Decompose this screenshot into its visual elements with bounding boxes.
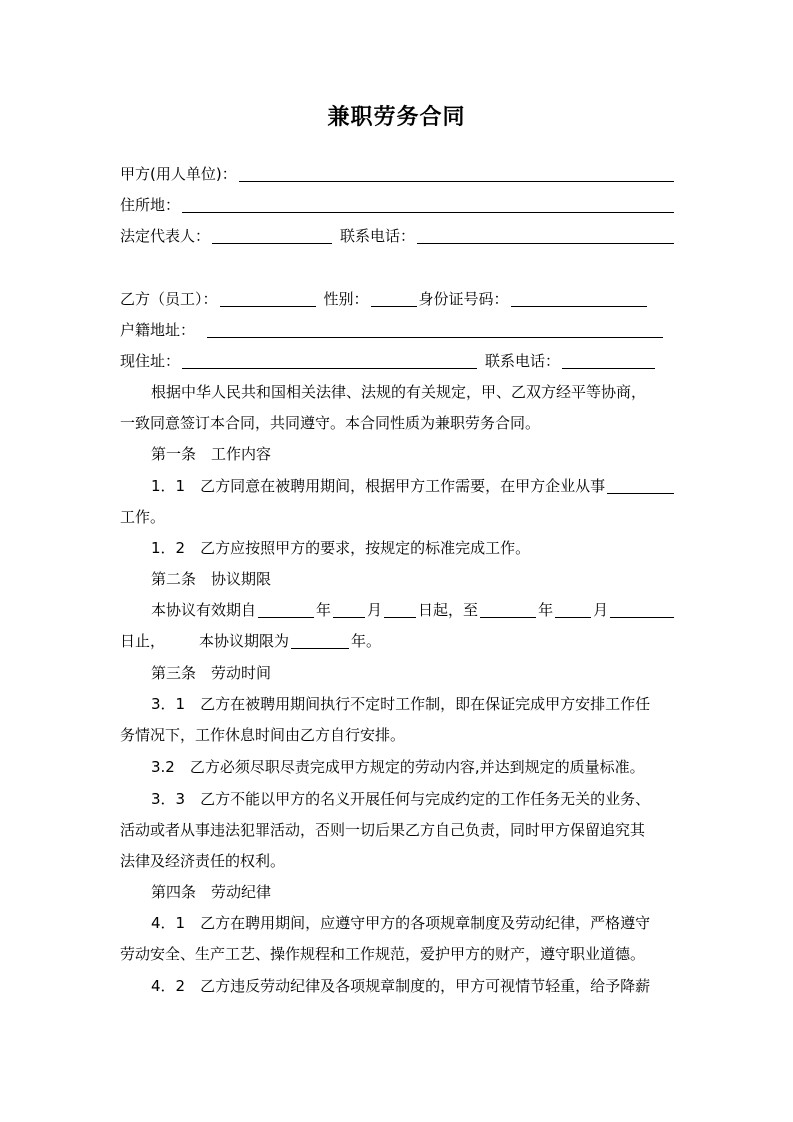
party-b-phone-label: 联系电话： [485, 352, 561, 370]
gender-blank[interactable] [371, 291, 417, 307]
party-a-phone-label: 联系电话： [340, 227, 416, 245]
party-a-phone-blank[interactable] [417, 228, 674, 244]
term-end-label: 日止， [120, 632, 166, 650]
address-label: 住所地： [120, 196, 181, 214]
start-month-blank[interactable] [333, 602, 365, 618]
address-blank[interactable] [182, 197, 674, 213]
start-day-label: 日起，至 [418, 601, 479, 619]
employee-blank[interactable] [220, 291, 316, 307]
start-day-blank[interactable] [384, 602, 416, 618]
term-length-label: 本协议期限为 [199, 632, 290, 650]
party-b-phone-blank[interactable] [562, 353, 655, 369]
job-blank[interactable] [607, 478, 674, 494]
clause-4-2-line-1: 4．2 乙方违反劳动纪律及各项规章制度的，甲方可视情节轻重，给予降薪 [151, 977, 651, 995]
clause-1-1-text: 1．1 乙方同意在被聘用期间，根据甲方工作需要，在甲方企业从事 [151, 477, 606, 495]
clause-3-1-line-1: 3．1 乙方在被聘用期间执行不定时工作制，即在保证完成甲方安排工作任 [151, 695, 651, 713]
clause-1-1-line [120, 471, 676, 502]
clause-4-1-line-1: 4．1 乙方在聘用期间，应遵守甲方的各项规章制度及劳动纪律，严格遵守 [151, 914, 651, 932]
employer-line [120, 159, 676, 190]
document-title: 兼职劳务合同 [327, 104, 466, 130]
start-year-blank[interactable] [258, 602, 314, 618]
preamble-line-2: 一致同意签订本合同，共同遵守。本合同性质为兼职劳务合同。 [120, 414, 541, 432]
article-4-heading: 第四条 劳动纪律 [151, 883, 272, 901]
employer-blank[interactable] [239, 166, 674, 182]
id-label: 身份证号码： [418, 290, 509, 308]
end-month-label: 月 [593, 601, 609, 619]
term-start-label: 本协议有效期自 [151, 601, 257, 619]
end-month-blank[interactable] [555, 602, 591, 618]
current-address-label: 现住址： [120, 352, 181, 370]
legal-rep-blank[interactable] [212, 228, 332, 244]
clause-3-2: 3.2 乙方必须尽职尽责完成甲方规定的劳动内容,并达到规定的质量标准。 [151, 758, 645, 776]
preamble-line-1: 根据中华人民共和国相关法律、法规的有关规定，甲、乙双方经平等协商， [151, 383, 647, 401]
end-year-blank[interactable] [480, 602, 536, 618]
id-blank[interactable] [511, 291, 647, 307]
legal-rep-label: 法定代表人： [120, 227, 211, 245]
clause-4-1-line-2: 劳动安全、生产工艺、操作规程和工作规范，爱护甲方的财产，遵守职业道德。 [120, 945, 646, 963]
household-blank[interactable] [207, 322, 663, 338]
clause-3-3-line-2: 活动或者从事违法犯罪活动，否则一切后果乙方自己负责，同时甲方保留追究其 [120, 821, 646, 839]
clause-1-2: 1．2 乙方应按照甲方的要求，按规定的标准完成工作。 [151, 539, 531, 557]
article-2-heading: 第二条 协议期限 [151, 570, 272, 588]
household-line [120, 315, 676, 346]
clause-3-3-line-1: 3．3 乙方不能以甲方的名义开展任何与完成约定的工作任务无关的业务、 [151, 790, 651, 808]
current-address-line [120, 346, 676, 377]
legal-rep-line [120, 221, 676, 252]
gender-label: 性别： [323, 290, 369, 308]
term-length-suffix: 年。 [351, 632, 382, 650]
clause-3-3-line-3: 法律及经济责任的权利。 [120, 852, 286, 870]
address-line [120, 190, 676, 221]
article-3-heading: 第三条 劳动时间 [151, 664, 272, 682]
household-label: 户籍地址： [120, 321, 196, 339]
term-line-1 [120, 595, 676, 626]
article-1-heading: 第一条 工作内容 [151, 445, 272, 463]
employee-label: 乙方（员工）： [120, 290, 218, 308]
clause-1-1-end: 工作。 [120, 508, 166, 526]
end-year-label: 年 [538, 601, 554, 619]
start-month-label: 月 [367, 601, 383, 619]
term-length-blank[interactable] [291, 633, 349, 649]
employee-line [120, 284, 676, 315]
term-line-2 [120, 626, 676, 657]
start-year-label: 年 [316, 601, 332, 619]
current-address-blank[interactable] [182, 353, 477, 369]
clause-3-1-line-2: 务情况下，工作休息时间由乙方自行安排。 [120, 726, 406, 744]
end-day-blank[interactable] [610, 602, 674, 618]
employer-label: 甲方(用人单位)： [120, 165, 237, 183]
